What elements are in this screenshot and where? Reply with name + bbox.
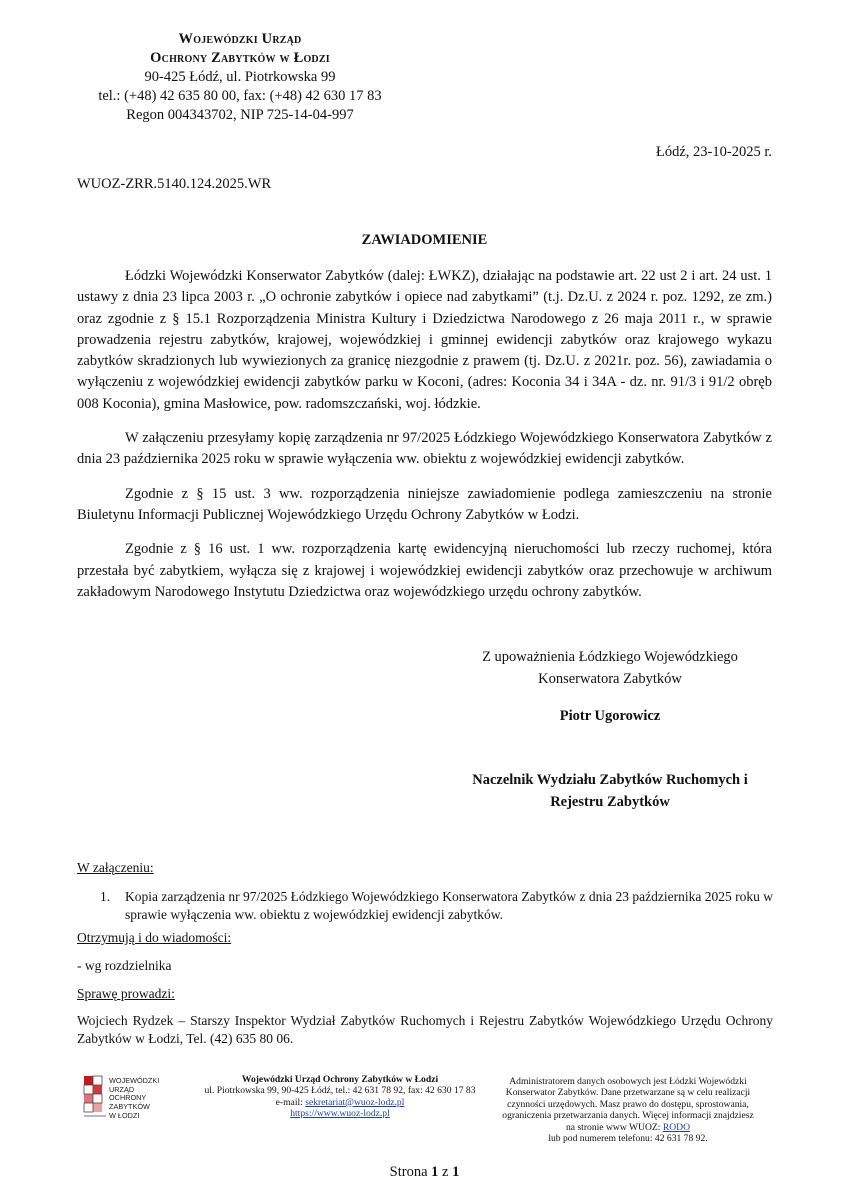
page-sep: z xyxy=(442,1164,449,1180)
paragraph-3: Zgodnie z § 15 ust. 3 ww. rozporządzenia niniejsze zawiadomienie podlega zamieszczeniu na stronie Biuletynu Informacji Publicznej Wojewódzkiego Urzędu Ochrony Zabytków w Łodzi. xyxy=(77,485,772,523)
attachments-list xyxy=(100,888,780,924)
signer-position-line2: Rejestru Zabytków xyxy=(550,794,670,810)
attachments-heading: W załączeniu: xyxy=(77,860,154,875)
reference-number: WUOZ-ZRR.5140.124.2025.WR xyxy=(77,176,272,192)
footer-address: ul. Piotrkowska 99, 90-425 Łódź, tel.: 42 631 78 92, fax: 42 630 17 83 xyxy=(204,1085,476,1097)
paragraph-1: Łódzki Wojewódzki Konserwator Zabytków (dalej: ŁWKZ), działając na podstawie art. 22 ust 2 i art. 24 ust. 1 ustawy z dnia 23 lipca 2003 r. „O ochronie zabytków i opiece nad zabytkami” (t.j. Dz.U. z 2024 r. poz. 1292, ze zm.) oraz zgodnie z § 15.1 Rozporządzenia Ministra Kultury i Dziedzictwa Narodowego z 26 maja 2011 r., w sprawie prowadzenia rejestru zabytków, krajowej, wojewódzkiej i gminnej ewidencji zabytków oraz krajowego wykazu zabytków skradzionych lub wywiezionych za granicę niezgodnie z prawem (tj. Dz.U. z 2021r. poz. 56), zawiadamia o wyłączeniu z wojewódzkiej ewidencji zabytków parku w Koconi, (adres: Koconia 34 i 34A - dz. nr. 91/3 i 91/2 obręb 008 Koconia), gmina Masłowice, pow. radomszczański, woj. łódzkie. xyxy=(77,268,772,412)
page-number xyxy=(0,1164,849,1181)
org-regon: Regon 004343702, NIP 725-14-04-997 xyxy=(126,107,354,123)
document-title: ZAWIADOMIENIE xyxy=(361,232,488,248)
wuoz-logo xyxy=(82,1074,182,1124)
footer-email-link[interactable]: sekretariat@wuoz-lodz.pl xyxy=(305,1096,405,1108)
org-name-line2: Ochrony Zabytków w Łodzi xyxy=(150,50,330,66)
footer-email-line xyxy=(190,1097,490,1108)
recipients-text: - wg rozdzielnika xyxy=(77,958,172,973)
logo-text-line: WOJEWÓDZKI xyxy=(109,1076,160,1085)
letterhead xyxy=(60,30,420,125)
org-phone: tel.: (+48) 42 635 80 00, fax: (+48) 42 630 17 83 xyxy=(98,88,382,104)
paragraph-4: Zgodnie z § 16 ust. 1 ww. rozporządzenia kartę ewidencyjną nieruchomości lub rzeczy ruchomej, która przestała być zabytkiem, wyłącza się z krajowej i wojewódzkiej ewidencji zabytków oraz przechowuje w archiwum zakładowym Narodowego Instytutu Dziedzictwa oraz wojewódzkiego urzędu ochrony zabytków. xyxy=(77,541,772,600)
logo-text-line: URZĄD xyxy=(109,1084,135,1094)
attachment-number: 1. xyxy=(100,889,111,904)
signer-position xyxy=(440,769,780,813)
logo-text xyxy=(109,1077,159,1121)
signer-name: Piotr Ugorowicz xyxy=(559,708,661,724)
page-total: 1 xyxy=(452,1164,460,1180)
footer-rodo xyxy=(497,1076,759,1144)
page-current: 1 xyxy=(431,1164,439,1180)
authorization-line2: Konserwatora Zabytków xyxy=(538,671,682,687)
logo-text-line: W ŁODZI xyxy=(109,1110,140,1120)
recipients-heading: Otrzymują i do wiadomości: xyxy=(77,930,232,945)
org-name-line1: Wojewódzki Urząd xyxy=(178,31,302,47)
rodo-phone: lub pod numerem telefonu: 42 631 78 92. xyxy=(548,1133,708,1145)
case-handler-heading: Sprawę prowadzi: xyxy=(77,986,175,1001)
case-handler-text: Wojciech Rydzek – Starszy Inspektor Wydział Zabytków Ruchomych i Rejestru Zabytków Wojewódzkiego Urzędu Ochrony Zabytków w Łodzi, Tel. (42) 635 80 06. xyxy=(77,1013,773,1046)
rodo-link[interactable]: RODO xyxy=(662,1121,690,1133)
footer-website-link[interactable]: https://www.wuoz-lodz.pl xyxy=(290,1108,390,1120)
rodo-text: Administratorem danych osobowych jest Łódzki Wojewódzki Konserwator Zabytków. Dane przetwarzane są w celu realizacji czynności urzędowych. Masz prawo do dostępu, sprostowania, ograniczenia przetwarzania danych. Więcej informacji znajdziesz na stronie www WUOZ: xyxy=(502,1076,754,1133)
footer-email-label: e-mail: xyxy=(275,1096,306,1108)
footer-org: Wojewódzki Urząd Ochrony Zabytków w Łodzi xyxy=(241,1074,439,1085)
document-body xyxy=(77,266,772,616)
attachment-text: Kopia zarządzenia nr 97/2025 Łódzkiego Wojewódzkiego Konserwatora Zabytków z dnia 23 października 2025 roku w sprawie wyłączenia ww. obiektu z wojewódzkiej ewidencji zabytków. xyxy=(125,889,773,922)
org-address: 90-425 Łódź, ul. Piotrkowska 99 xyxy=(144,69,336,85)
logo-mark-icon xyxy=(82,1074,112,1120)
logo-text-line: OCHRONY xyxy=(109,1093,147,1103)
signer-position-line1: Naczelnik Wydziału Zabytków Ruchomych i xyxy=(472,772,748,788)
document-date: Łódź, 23-10-2025 r. xyxy=(656,144,772,160)
authorization-line1: Z upoważnienia Łódzkiego Wojewódzkiego xyxy=(482,649,738,665)
page-label: Strona xyxy=(389,1164,428,1180)
paragraph-2: W załączeniu przesyłamy kopię zarządzenia nr 97/2025 Łódzkiego Wojewódzkiego Konserwatora Zabytków z dnia 23 października 2025 roku w sprawie wyłączenia ww. obiektu z wojewódzkiej ewidencji zabytków. xyxy=(77,430,772,468)
authorization-block xyxy=(440,646,780,690)
footer-contact xyxy=(190,1074,490,1120)
logo-text-line: ZABYTKÓW xyxy=(109,1102,150,1112)
